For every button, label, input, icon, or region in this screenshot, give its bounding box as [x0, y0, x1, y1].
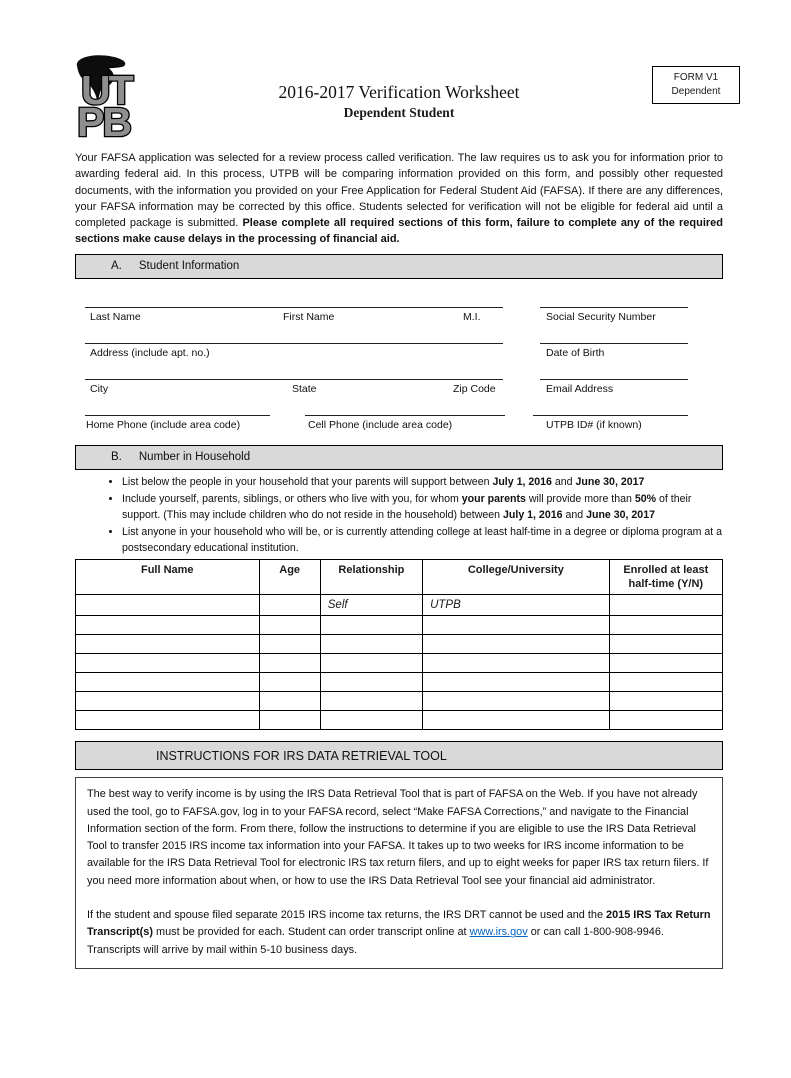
table-row — [76, 711, 723, 730]
home-phone-label: Home Phone (include area code) — [86, 418, 241, 431]
title-block — [75, 54, 723, 121]
table-row — [76, 654, 723, 673]
irs-instructions-bar — [75, 741, 723, 770]
table-cell[interactable]: Self — [320, 595, 422, 616]
city-label: City — [90, 382, 109, 395]
table-cell[interactable] — [609, 711, 722, 730]
table-row — [76, 616, 723, 635]
table-cell[interactable] — [423, 692, 610, 711]
last-name-label: Last Name — [90, 310, 141, 323]
table-cell[interactable] — [609, 692, 722, 711]
table-cell[interactable] — [259, 711, 320, 730]
page-title: 2016-2017 Verification Worksheet — [278, 82, 520, 102]
irs-gov-link[interactable]: www.irs.gov — [469, 926, 528, 939]
bold-text: June 30, 2017 — [586, 508, 655, 521]
bullet-item: • Include yourself, parents, siblings, or others who live with you, for whom your parents will provide more than 50% of their support. (This may include children who do not reside in the household) between July 1, 2016 and June 30, 2017 — [122, 492, 723, 523]
address-field-line[interactable] — [85, 343, 503, 344]
table-cell[interactable] — [259, 692, 320, 711]
table-cell[interactable] — [76, 595, 260, 616]
ssn-label: Social Security Number — [546, 310, 656, 323]
intro-text-bold: Please complete all required sections of this form, failure to complete any of the required sections make cause delays in the processing of financial aid. — [75, 217, 723, 246]
address-label: Address (include apt. no.) — [90, 346, 210, 359]
table-cell[interactable] — [609, 654, 722, 673]
table-cell[interactable] — [320, 635, 422, 654]
bullet-item: • List anyone in your household who will be, or is currently attending college at least half-time in a degree or diploma program at a postsecondary educational institution. — [122, 525, 723, 556]
bold-text: 2015 IRS Tax Return Transcript(s) — [87, 909, 711, 939]
ssn-field-line[interactable] — [540, 307, 688, 308]
bold-text: July 1, 2016 — [503, 508, 563, 521]
table-cell[interactable] — [320, 616, 422, 635]
table-cell[interactable] — [609, 673, 722, 692]
utpb-id-field-line[interactable] — [533, 415, 688, 416]
bold-text: your parents — [461, 493, 526, 506]
bullet-item: • List below the people in your household that your parents will support between July 1, 2016 and June 30, 2017 — [122, 475, 723, 491]
first-name-label: First Name — [283, 310, 335, 323]
table-row — [76, 635, 723, 654]
table-header-cell: Full Name — [76, 560, 260, 595]
table-cell[interactable] — [423, 635, 610, 654]
section-a-letter: A. — [111, 260, 122, 273]
table-cell[interactable] — [259, 654, 320, 673]
intro-paragraph — [75, 150, 723, 248]
name-field-line[interactable] — [85, 307, 503, 308]
table-cell[interactable] — [259, 595, 320, 616]
form-version-line1: FORM V1 — [673, 72, 719, 83]
table-cell[interactable] — [320, 654, 422, 673]
irs-instructions-box — [75, 777, 723, 969]
table-body — [76, 595, 723, 730]
table-cell[interactable] — [76, 673, 260, 692]
table-cell[interactable] — [609, 595, 722, 616]
home-phone-field-line[interactable] — [85, 415, 270, 416]
document-page — [0, 54, 791, 1078]
document-header — [75, 54, 723, 142]
bold-text: June 30, 2017 — [575, 475, 645, 488]
table-row — [76, 673, 723, 692]
table-cell[interactable] — [423, 654, 610, 673]
table-cell[interactable] — [609, 635, 722, 654]
city-state-zip-field-line[interactable] — [85, 379, 503, 380]
irs-paragraph-1: The best way to verify income is by using the IRS Data Retrieval Tool that is part of FAFSA on the Web. If you have not already used the tool, go to FAFSA.gov, log in to your FAFSA record, select “Make FAFSA Corrections,” and navigate to the Financial Information section of the form. From there, follow the instructions to determine if you are eligible to use the IRS Data Retrieval Tool to transfer 2015 IRS income tax information into your FAFSA. It takes up to two weeks for IRS income information to be available for the IRS Data Retrieval Tool for electronic IRS tax return filers, and up to eight weeks for paper IRS tax return filers. If you need more information about when, or how to use the IRS Data Retrieval Tool see your financial aid administrator. — [87, 788, 709, 887]
page-subtitle: Dependent Student — [343, 105, 455, 120]
utpb-logo — [69, 54, 167, 138]
section-b-title: Number in Household — [138, 451, 251, 464]
table-row — [76, 595, 723, 616]
student-info-fields — [75, 279, 723, 429]
email-label: Email Address — [546, 382, 614, 395]
table-cell[interactable] — [320, 673, 422, 692]
table-cell[interactable] — [76, 692, 260, 711]
table-header-cell: Age — [259, 560, 320, 595]
utpb-id-label: UTPB ID# (if known) — [546, 418, 642, 431]
email-field-line[interactable] — [540, 379, 688, 380]
state-label: State — [292, 382, 317, 395]
table-cell[interactable] — [609, 616, 722, 635]
dob-label: Date of Birth — [546, 346, 605, 359]
table-cell[interactable] — [76, 654, 260, 673]
table-cell[interactable] — [76, 711, 260, 730]
logo-text-bottom: PB — [77, 99, 130, 138]
table-row — [76, 692, 723, 711]
table-cell[interactable] — [76, 616, 260, 635]
household-table — [75, 559, 723, 730]
mi-label: M.I. — [463, 310, 481, 323]
household-bullets — [89, 475, 723, 557]
form-version-box — [652, 66, 740, 104]
table-cell[interactable] — [259, 616, 320, 635]
section-a-title: Student Information — [138, 260, 240, 273]
table-cell[interactable] — [76, 635, 260, 654]
table-cell[interactable] — [423, 616, 610, 635]
zip-label: Zip Code — [453, 382, 496, 395]
dob-field-line[interactable] — [540, 343, 688, 344]
table-header-row — [76, 560, 723, 595]
cell-phone-field-line[interactable] — [305, 415, 505, 416]
table-cell[interactable] — [259, 635, 320, 654]
table-header-cell: College/University — [423, 560, 610, 595]
table-cell[interactable] — [259, 673, 320, 692]
table-cell[interactable]: UTPB — [423, 595, 610, 616]
bold-text: July 1, 2016 — [492, 475, 552, 488]
table-cell[interactable] — [423, 711, 610, 730]
table-cell[interactable] — [320, 711, 422, 730]
intro-text-normal: Your FAFSA application was selected for a review process called verification. The law requires us to ask you for information prior to awarding federal aid. In this process, UTPB will be comparing information provided on this form, and possibly other requested documents, with the information you provided on your Free Application for Federal Student Aid (FAFSA). If there are any differences, your FAFSA information may be corrected by this office. Students selected for verification will not be eligible for federal aid until a completed package is submitted. — [75, 152, 723, 230]
form-version-line2: Dependent — [671, 86, 721, 97]
section-b-letter: B. — [111, 451, 122, 464]
section-a-bar — [75, 254, 723, 279]
table-header-cell: Enrolled at least half-time (Y/N) — [609, 560, 722, 595]
table-header-cell: Relationship — [320, 560, 422, 595]
table-cell[interactable] — [320, 692, 422, 711]
irs-paragraph-2: If the student and spouse filed separate 2015 IRS income tax returns, the IRS DRT cannot be used and the 2015 IRS Tax Return Transcript(s) must be provided for each. Student can order transcript online at www.irs.gov or can call 1-800-908-9946. Transcripts will arrive by mail within 5-10 business days. — [87, 909, 711, 956]
cell-phone-label: Cell Phone (include area code) — [308, 418, 453, 431]
table-cell[interactable] — [423, 673, 610, 692]
section-b-bar — [75, 445, 723, 470]
bold-text: 50% — [634, 493, 657, 506]
logo-text-top: UT — [81, 67, 132, 113]
irs-instructions-title: INSTRUCTIONS FOR IRS DATA RETRIEVAL TOOL — [156, 748, 447, 763]
